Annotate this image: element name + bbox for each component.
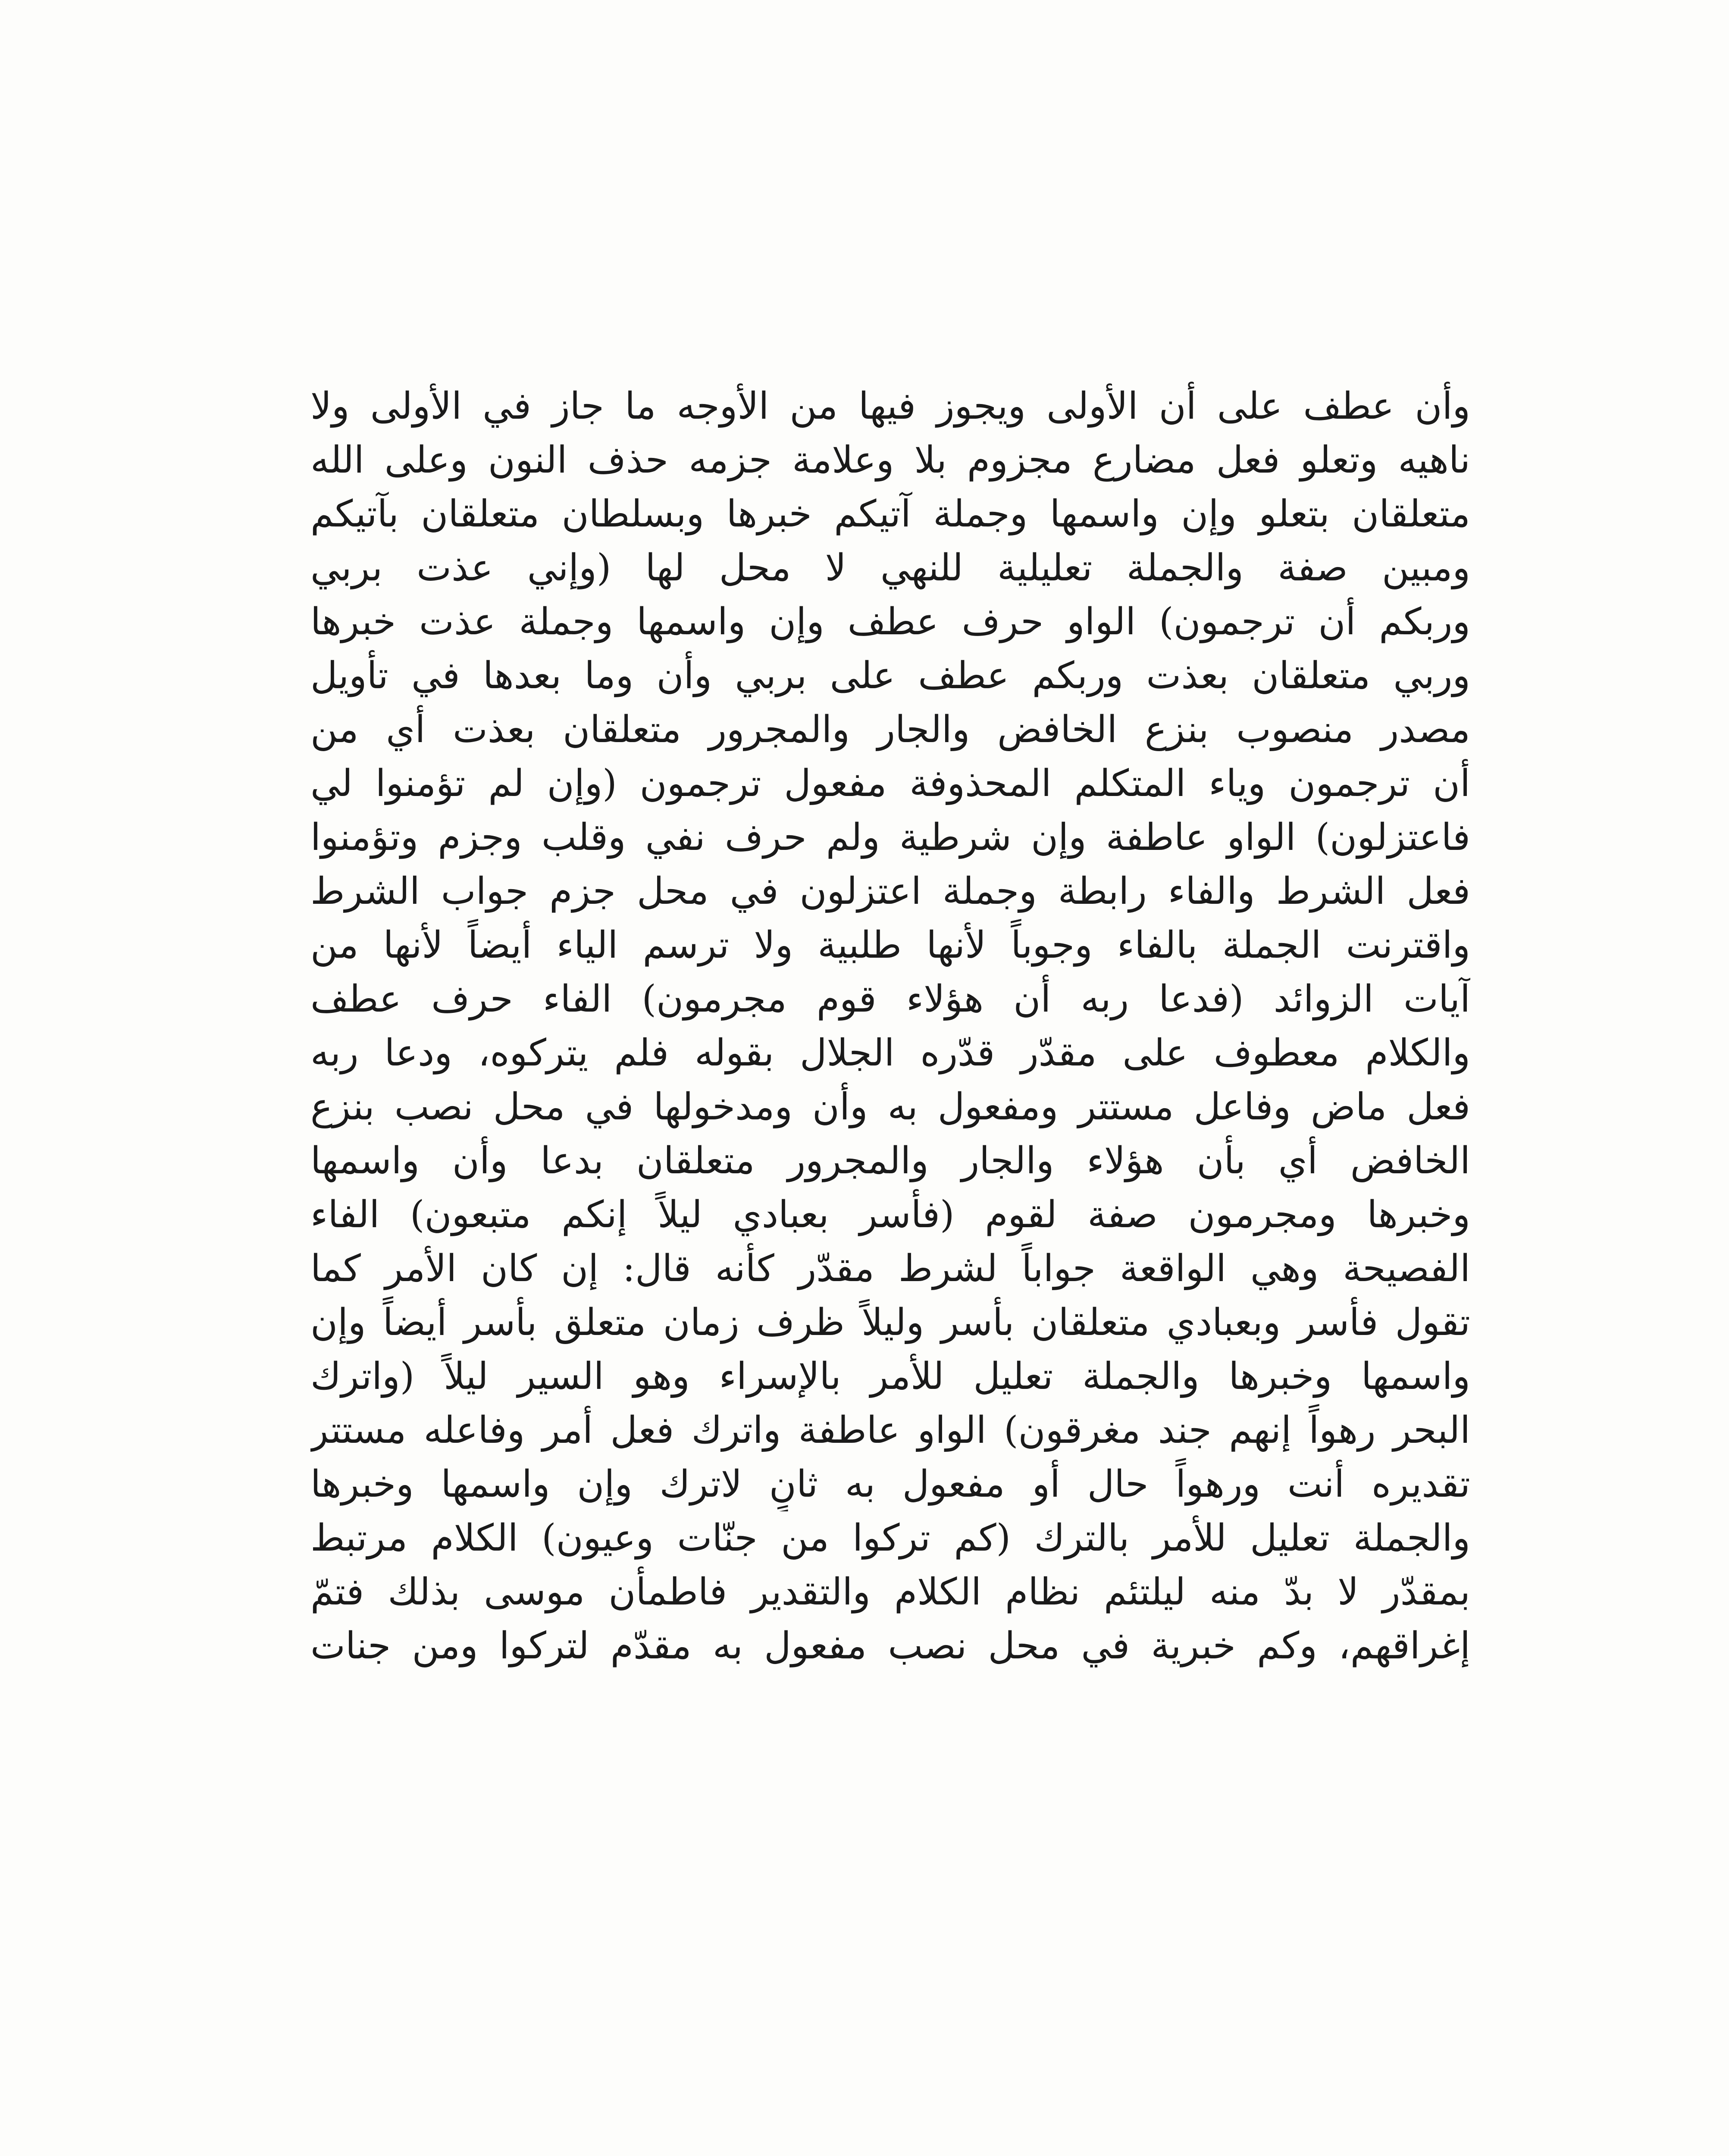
text-line: وأن عطف على أن الأولى ويجوز فيها من الأوجه ما جاز في الأولى ولا [310,385,1470,428]
text-line: فعل ماض وفاعل مستتر ومفعول به وأن ومدخولها في محل نصب بنزع [310,1085,1470,1128]
text-line: فعل الشرط والفاء رابطة وجملة اعتزلون في محل جزم جواب الشرط [310,870,1470,913]
text-line: والجملة تعليل للأمر بالترك (كم تركوا من جنّات وعيون) الكلام مرتبط [310,1517,1470,1560]
text-line: متعلقان بتعلو وإن واسمها وجملة آتيكم خبرها وبسلطان متعلقان بآتيكم [310,492,1470,536]
text-line: واسمها وخبرها والجملة تعليل للأمر بالإسراء وهو السير ليلاً (واترك [310,1355,1470,1398]
text-line: تقول فأسر وبعبادي متعلقان بأسر وليلاً ظرف زمان متعلق بأسر أيضاً وإن [310,1301,1470,1344]
text-line: بمقدّر لا بدّ منه ليلتئم نظام الكلام والتقدير فاطمأن موسى بذلك فتمّ [310,1570,1470,1614]
text-line: إغراقهم، وكم خبرية في محل نصب مفعول به مقدّم لتركوا ومن جنات [310,1624,1470,1667]
text-line: وربكم أن ترجمون) الواو حرف عطف وإن واسمها وجملة عذت خبرها [310,600,1470,643]
text-line: مصدر منصوب بنزع الخافض والجار والمجرور متعلقان بعذت أي من [310,708,1470,751]
text-line: تقديره أنت ورهواً حال أو مفعول به ثانٍ لاترك وإن واسمها وخبرها [310,1463,1470,1506]
text-line: فاعتزلون) الواو عاطفة وإن شرطية ولم حرف نفي وقلب وجزم وتؤمنوا [310,816,1470,859]
text-line: وربي متعلقان بعذت وربكم عطف على بربي وأن وما بعدها في تأويل [310,654,1470,697]
text-line: وخبرها ومجرمون صفة لقوم (فأسر بعبادي ليلاً إنكم متبعون) الفاء [310,1193,1470,1236]
text-line: الخافض أي بأن هؤلاء والجار والمجرور متعلقان بدعا وأن واسمها [310,1139,1470,1182]
text-line: أن ترجمون وياء المتكلم المحذوفة مفعول ترجمون (وإن لم تؤمنوا لي [310,762,1470,805]
text-line: آيات الزوائد (فدعا ربه أن هؤلاء قوم مجرمون) الفاء حرف عطف [310,978,1470,1021]
body-text [310,379,1470,1673]
text-line: ناهيه وتعلو فعل مضارع مجزوم بلا وعلامة جزمه حذف النون وعلى الله [310,439,1470,482]
text-line: البحر رهواً إنهم جند مغرقون) الواو عاطفة واترك فعل أمر وفاعله مستتر [310,1409,1470,1452]
text-line: الفصيحة وهي الواقعة جواباً لشرط مقدّر كأنه قال: إن كان الأمر كما [310,1247,1470,1290]
text-line: ومبين صفة والجملة تعليلية للنهي لا محل لها (وإني عذت بربي [310,546,1470,589]
text-line: والكلام معطوف على مقدّر قدّره الجلال بقوله فلم يتركوه، ودعا ربه [310,1031,1470,1075]
text-line: واقترنت الجملة بالفاء وجوباً لأنها طلبية ولا ترسم الياء أيضاً لأنها من [310,924,1470,967]
